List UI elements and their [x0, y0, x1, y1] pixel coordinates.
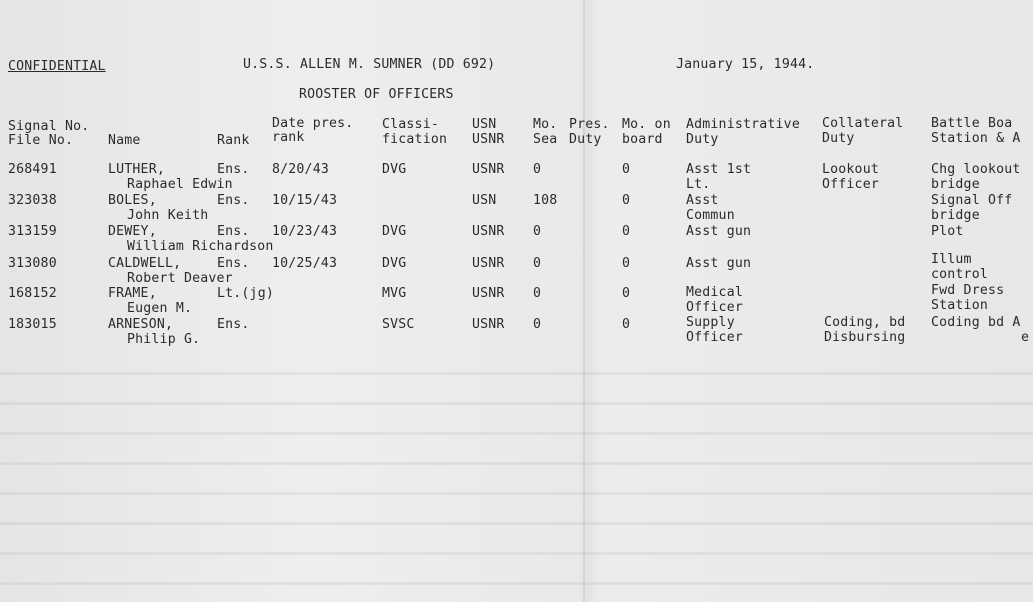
classification-label: CONFIDENTIAL [8, 59, 106, 74]
document-title: ROOSTER OF OFFICERS [299, 87, 454, 102]
table-cell-given-name: Eugen M. [127, 301, 193, 316]
table-cell-onboard: 0 [622, 162, 631, 177]
table-cell-class: MVG [382, 286, 407, 301]
table-cell-given-name: Philip G. [127, 332, 201, 347]
table-cell-usn: USNR [472, 256, 505, 271]
col-coll-1: Collateral [822, 116, 904, 131]
col-admin-2: Duty [686, 132, 719, 147]
table-cell-class: SVSC [382, 317, 415, 332]
table-cell-surname: CALDWELL, [108, 256, 182, 271]
col-signal-1: Signal No. [8, 119, 90, 134]
table-cell-battle-2: Station [931, 298, 988, 313]
table-cell-date: 8/20/43 [272, 162, 329, 177]
col-battle-2: Station & A [931, 131, 1021, 146]
table-cell-onboard: 0 [622, 193, 631, 208]
table-cell-collateral-2: Officer [822, 177, 879, 192]
table-cell-battle: Plot [931, 224, 964, 239]
table-cell-class: DVG [382, 162, 407, 177]
table-cell-usn: USN [472, 193, 497, 208]
col-date-1: Date pres. [272, 116, 354, 131]
col-pres-2: Duty [569, 132, 602, 147]
table-cell-file: 183015 [8, 317, 57, 332]
col-date-2: rank [272, 130, 305, 145]
table-cell-file: 168152 [8, 286, 57, 301]
col-rank: Rank [217, 133, 250, 148]
document-date: January 15, 1944. [676, 57, 815, 72]
table-cell-usn: USNR [472, 224, 505, 239]
col-signal-2: File No. [8, 133, 74, 148]
table-cell-admin: Supply [686, 315, 735, 330]
table-cell-battle: Fwd Dress [931, 283, 1005, 298]
table-cell-usn: USNR [472, 286, 505, 301]
table-cell-usn: USNR [472, 162, 505, 177]
table-cell-date: 10/15/43 [272, 193, 338, 208]
table-cell-date: 10/25/43 [272, 256, 338, 271]
col-name: Name [108, 133, 141, 148]
table-cell-admin-2: Officer [686, 300, 743, 315]
col-onboard-1: Mo. on [622, 117, 671, 132]
table-cell-admin-2: Commun [686, 208, 735, 223]
table-cell-sea: 0 [533, 162, 542, 177]
table-cell-admin: Asst gun [686, 256, 752, 271]
table-cell-sea: 0 [533, 317, 542, 332]
table-cell-battle: Coding bd A [931, 315, 1021, 330]
table-cell-rank: Ens. [217, 193, 250, 208]
table-cell-admin: Asst 1st [686, 162, 752, 177]
table-cell-battle: Illum [931, 252, 972, 267]
table-cell-collateral: Lookout [822, 162, 879, 177]
table-cell-onboard: 0 [622, 317, 631, 332]
table-cell-admin: Asst [686, 193, 719, 208]
table-cell-battle-2: control [931, 267, 988, 282]
table-cell-rank: Ens. [217, 256, 250, 271]
table-cell-onboard: 0 [622, 224, 631, 239]
table-cell-battle: Chg lookout [931, 162, 1021, 177]
table-cell-file: 323038 [8, 193, 57, 208]
table-cell-battle-2: e [1021, 330, 1030, 345]
table-cell-rank: Ens. [217, 162, 250, 177]
ship-name: U.S.S. ALLEN M. SUMNER (DD 692) [243, 57, 496, 72]
col-mo-1: Mo. [533, 117, 558, 132]
table-cell-usn: USNR [472, 317, 505, 332]
table-cell-collateral-2: Disbursing [824, 330, 906, 345]
table-cell-sea: 0 [533, 286, 542, 301]
col-coll-2: Duty [822, 131, 855, 146]
table-cell-given-name: John Keith [127, 208, 209, 223]
col-admin-1: Administrative [686, 117, 800, 132]
table-cell-admin: Medical [686, 285, 743, 300]
table-cell-file: 313159 [8, 224, 57, 239]
col-class-1: Classi- [382, 117, 439, 132]
col-class-2: fication [382, 132, 448, 147]
col-usn-2: USNR [472, 132, 505, 147]
table-cell-surname: FRAME, [108, 286, 157, 301]
table-cell-class: DVG [382, 256, 407, 271]
table-cell-class: DVG [382, 224, 407, 239]
col-pres-1: Pres. [569, 117, 610, 132]
table-cell-admin: Asst gun [686, 224, 752, 239]
table-cell-onboard: 0 [622, 256, 631, 271]
table-cell-admin-2: Officer [686, 330, 743, 345]
col-onboard-2: board [622, 132, 663, 147]
bleed-through-text [0, 352, 1033, 602]
table-cell-file: 268491 [8, 162, 57, 177]
col-battle-1: Battle Boa [931, 116, 1013, 131]
table-cell-sea: 0 [533, 224, 542, 239]
table-cell-admin-2: Lt. [686, 177, 711, 192]
table-cell-onboard: 0 [622, 286, 631, 301]
table-cell-rank: Ens. [217, 317, 250, 332]
col-mo-2: Sea [533, 132, 558, 147]
table-cell-surname: LUTHER, [108, 162, 165, 177]
table-cell-battle-2: bridge [931, 208, 980, 223]
table-cell-sea: 0 [533, 256, 542, 271]
table-cell-surname: BOLES, [108, 193, 157, 208]
table-cell-given-name: Raphael Edwin [127, 177, 233, 192]
table-cell-sea: 108 [533, 193, 558, 208]
table-cell-date: 10/23/43 [272, 224, 338, 239]
table-cell-file: 313080 [8, 256, 57, 271]
table-cell-collateral: Coding, bd [824, 315, 906, 330]
table-cell-battle: Signal Off [931, 193, 1013, 208]
table-cell-given-name: Robert Deaver [127, 271, 233, 286]
col-usn-1: USN [472, 117, 497, 132]
table-cell-rank: Ens. [217, 224, 250, 239]
table-cell-given-name: William Richardson [127, 239, 274, 254]
table-cell-surname: DEWEY, [108, 224, 157, 239]
table-cell-battle-2: bridge [931, 177, 980, 192]
table-cell-surname: ARNESON, [108, 317, 174, 332]
table-cell-rank: Lt.(jg) [217, 286, 274, 301]
